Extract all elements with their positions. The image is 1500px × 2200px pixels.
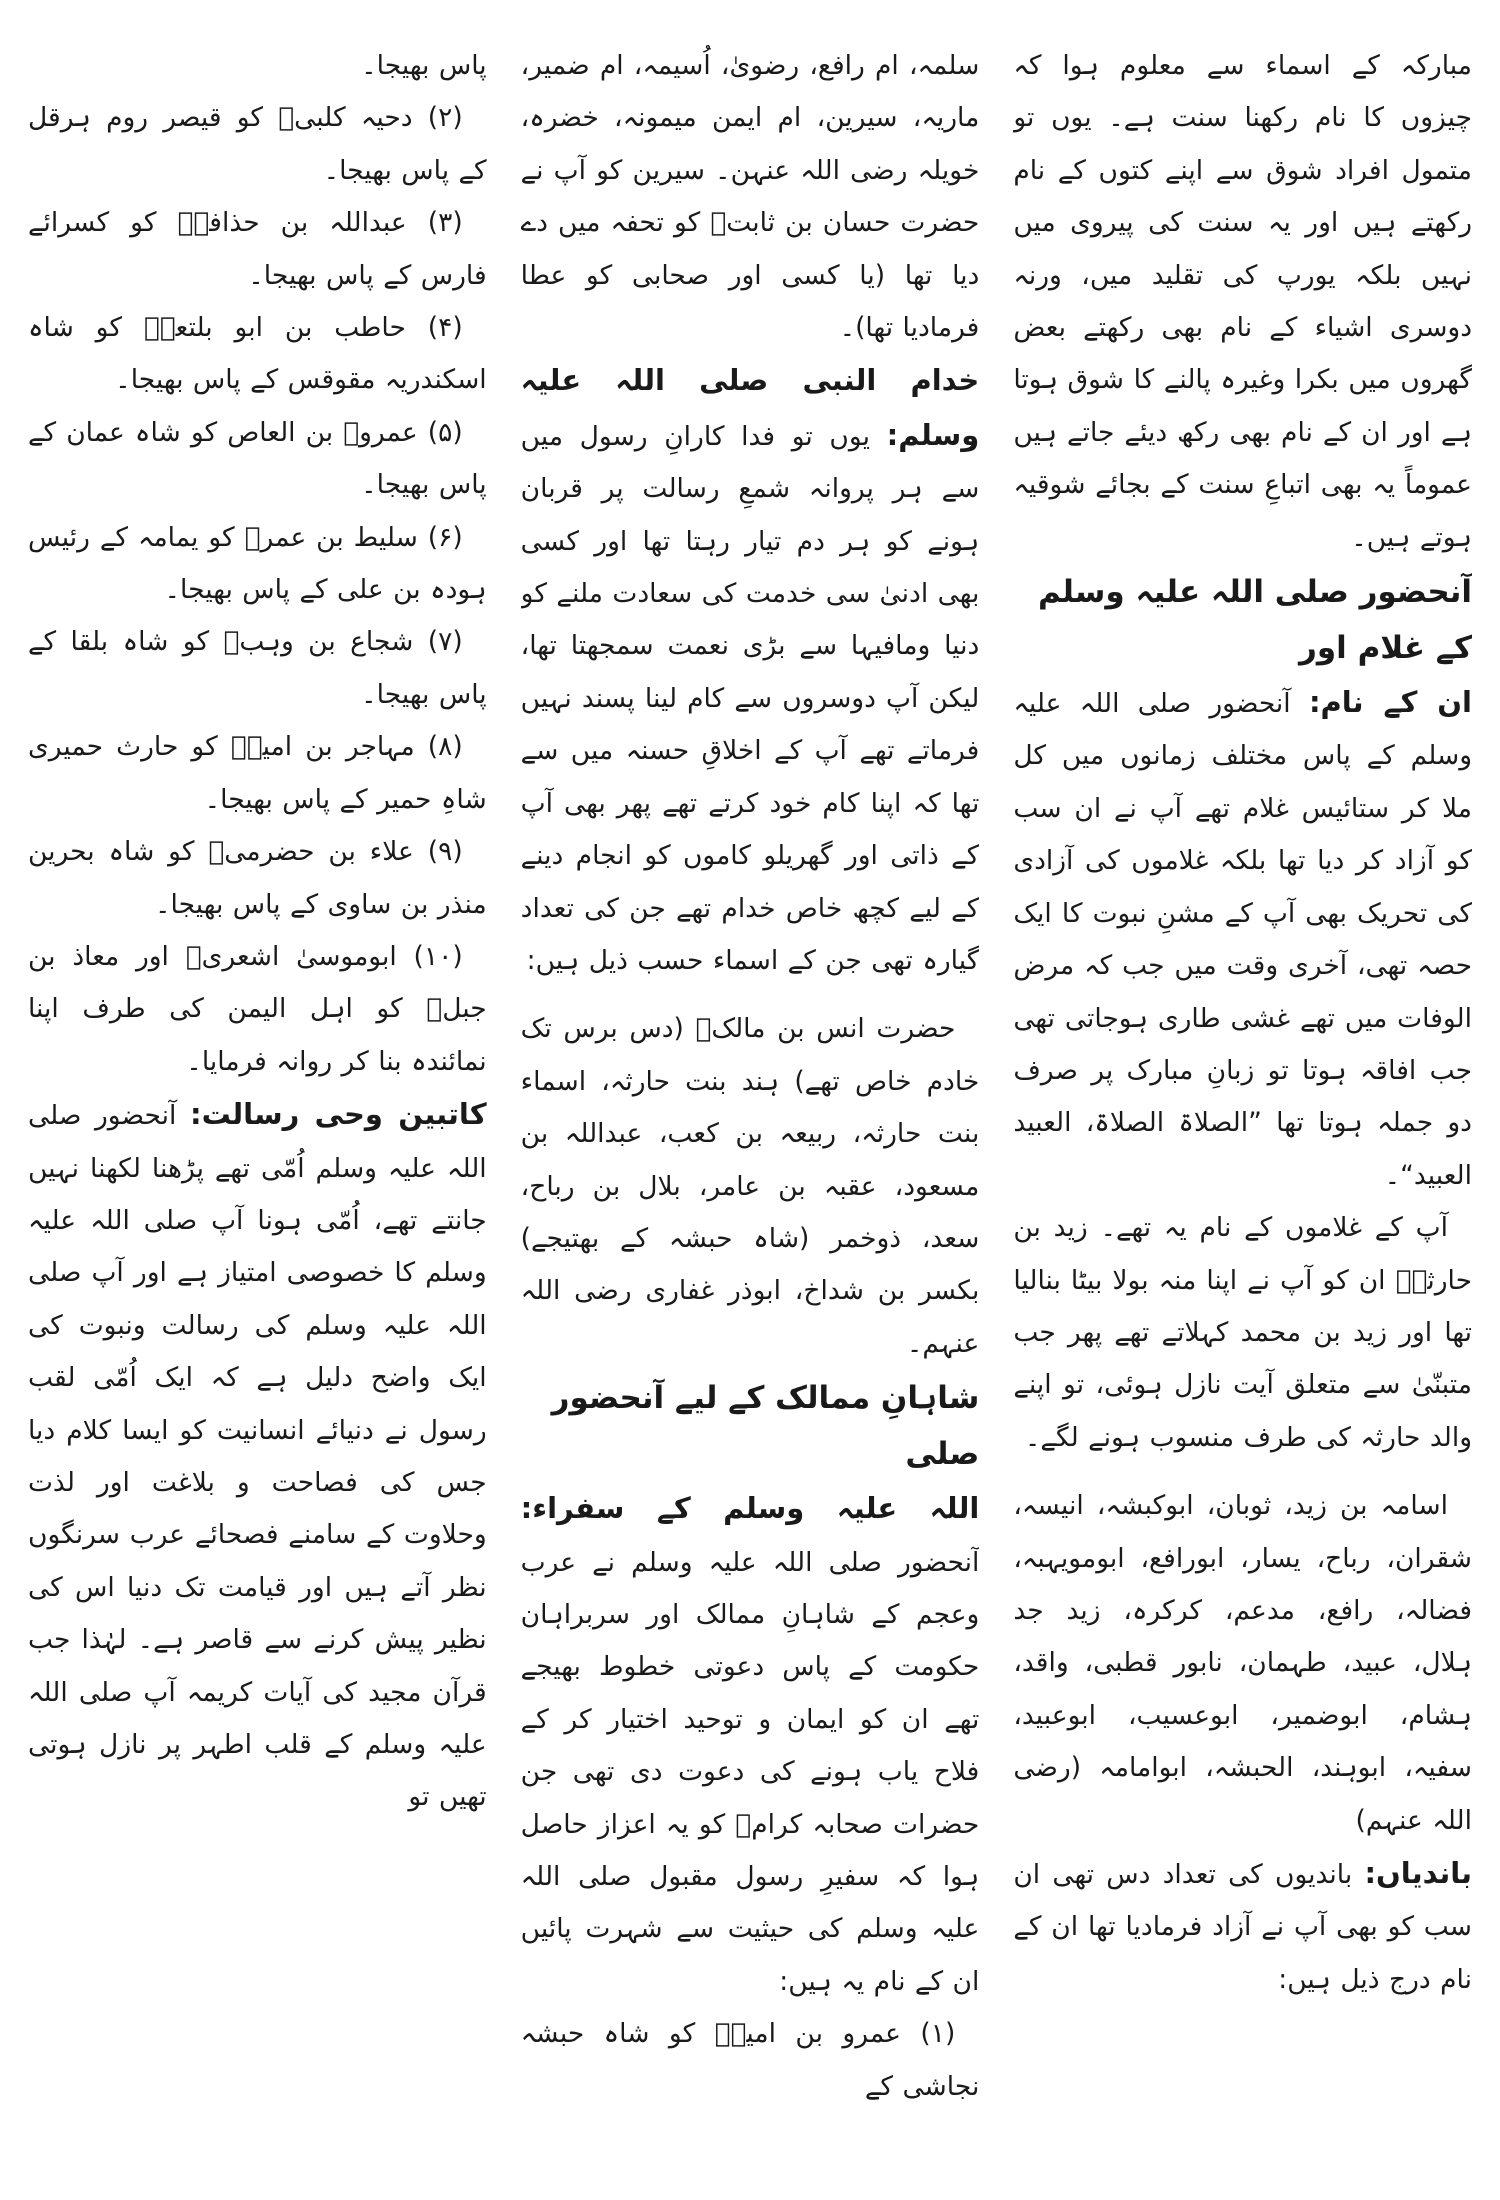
section-heading: شاہانِ ممالک کے لیے آنحضور صلی <box>551 1380 980 1473</box>
inline-heading: کاتبین وحی رسالت: <box>190 1097 487 1132</box>
paragraph: (۲) دحیہ کلبیؓ کو قیصر روم ہرقل کے پاس بھیجا۔ <box>27 102 487 186</box>
inline-heading: ان کے نام: <box>1308 685 1472 720</box>
paragraph-text: یوں تو فدا کارانِ رسول میں سے ہر پروانہ شمعِ رسالت پر قربان ہونے کو ہر دم تیار رہتا تھا اور کسی بھی ادنیٰ سی خدمت کی سعادت ملنے کو دنیا ومافیہا سے بڑی نعمت سمجھتا تھا، لیکن آپ دوسروں سے کام لینا پسند نہیں فرماتے تھے آپ کے اخلاقِ حسنہ میں سے تھا کہ اپنا کام خود کرتے تھے پھر بھی آپ کے ذاتی اور گھریلو کاموں کو انجام دینے کے لیے کچھ خاص خدام تھے جن کی تعداد گیارہ تھی جن کے اسماء حسب ذیل ہیں: <box>520 420 980 976</box>
paragraph-with-heading <box>521 1482 980 2008</box>
paragraph-text: آنحضور صلی اللہ علیہ وسلم نے عرب وعجم کے شاہانِ ممالک اور سربراہان حکومت کے پاس دعوتی خطوط بھیجے تھے ان کو ایمان و توحید اختیار کر کے فلاح یاب ہونے کی دعوت دی تھی جن حضرات صحابہ کرامؓ کو یہ اعزاز حاصل ہوا کہ سفیرِ رسول مقبول صلی اللہ علیہ وسلم کی حیثیت سے شہرت پائیں ان کے نام یہ ہیں: <box>520 1546 980 1997</box>
paragraph: (۱۰) ابوموسیٰ اشعریؓ اور معاذ بن جبلؓ کو اہل الیمن کی طرف اپنا نمائندہ بنا کر روانہ فرمایا۔ <box>27 940 487 1077</box>
paragraph: سلمہ، ام رافع، رضویٰ، اُسیمہ، ام ضمیر، ماریہ، سیرین، ام ایمن میمونہ، خضرہ، خویلہ رضی اللہ عنہن۔ سیرین کو آپ نے حضرت حسان بن ثابتؓ کو تحفہ میں دے دیا تھا (یا کسی اور صحابی کو عطا فرمادیا تھا)۔ <box>520 50 980 344</box>
text-column-left <box>28 40 487 2170</box>
paragraph-text: باندیوں کی تعداد دس تھی ان سب کو بھی آپ نے آزاد فرمادیا تھا ان کے نام درج ذیل ہیں: <box>1013 1859 1472 1995</box>
paragraph: (۳) عبداللہ بن حذافہؓ کو کسرائے فارس کے پاس بھیجا۔ <box>27 207 487 291</box>
paragraph-text: آنحضور صلی اللہ علیہ وسلم کے پاس مختلف زمانوں میں کل ملا کر ستائیس غلام تھے آپ نے ان سب کو آزاد کر دیا تھا بلکہ غلاموں کی آزادی کی تحریک بھی آپ کے مشنِ نبوت کا ایک حصہ تھی، آخری وقت میں جب کہ مرض الوفات میں تھے غشی طاری ہوجاتی تھی جب افاقہ ہوتا تو زبانِ مبارک پر صرف دو جملہ ہوتا تھا ”الصلاۃ الصلاۃ، العبید العبید“۔ <box>1013 688 1472 1191</box>
paragraph-with-heading <box>1013 676 1472 1202</box>
inline-heading: خدام النبی صلی اللہ علیہ وسلم: <box>520 363 980 452</box>
inline-heading: باندیاں: <box>1364 1856 1472 1890</box>
text-column-middle <box>521 40 980 2170</box>
paragraph: پاس بھیجا۔ <box>361 50 487 81</box>
text-column-right <box>1013 40 1472 2170</box>
paragraph-with-heading <box>28 1088 487 1824</box>
paragraph: مبارکہ کے اسماء سے معلوم ہوا کہ چیزوں کا نام رکھنا سنت ہے۔ یوں تو متمول افراد شوق سے اپنے کتوں کے نام رکھتے ہیں اور یہ سنت کی پیروی میں نہیں بلکہ یورپ کی تقلید میں، ورنہ دوسری اشیاء کے نام بھی رکھتے بعض گھروں میں بکرا وغیرہ پالنے کا شوق ہوتا ہے اور ان کے نام بھی رکھ دیئے جاتے ہیں عموماً یہ بھی اتباعِ سنت کے بجائے شوقیہ ہوتے ہیں۔ <box>1013 50 1472 553</box>
paragraph: (۶) سلیط بن عمرؓ کو یمامہ کے رئیس ہودہ بن علی کے پاس بھیجا۔ <box>27 521 487 606</box>
paragraph-with-heading <box>521 354 980 987</box>
paragraph: (۱) عمرو بن امیہؓ کو شاہ حبشہ نجاشی کے <box>520 2018 980 2102</box>
paragraph: حضرت انس بن مالکؓ (دس برس تک خادم خاص تھے) ہند بنت حارثہ، اسماء بنت حارثہ، ربیعہ بن کعب، عبداللہ بن مسعود، عقبہ بن عامر، بلال بن رباح، سعد، ذوخمر (شاہ حبشہ کے بھتیجے) بکسر بن شداخ، ابوذر غفاری رضی اللہ عنہم۔ <box>520 1013 980 1359</box>
paragraph: (۹) علاء بن حضرمیؓ کو شاہ بحرین منذر بن ساوی کے پاس بھیجا۔ <box>27 836 487 920</box>
paragraph: آپ کے غلاموں کے نام یہ تھے۔ زید بن حارثہؓ ان کو آپ نے اپنا منہ بولا بیٹا بنالیا تھا اور زید بن محمد کہلاتے تھے پھر جب متبنّیٰ سے متعلق آیت نازل ہوئی، تو اپنے والد حارثہ کی طرف منسوب ہونے لگے۔ <box>1013 1212 1472 1453</box>
paragraph-text: آنحضور صلی اللہ علیہ وسلم اُمّی تھے پڑھنا لکھنا نہیں جانتے تھے، اُمّی ہونا آپ صلی اللہ علیہ وسلم کا خصوصی امتیاز ہے اور آپ صلی اللہ علیہ وسلم کی رسالت ونبوت کی ایک واضح دلیل ہے کہ ایک اُمّی لقب رسول نے دنیائے انسانیت کو ایسا کلام دیا جس کی فصاحت و بلاغت اور لذت وحلاوت کے سامنے فصحائے عرب سرنگوں نظر آتے ہیں اور قیامت تک دنیا اس کی نظیر پیش کرنے سے قاصر ہے۔ لہٰذا جب قرآن مجید کی آیات کریمہ آپ صلی اللہ علیہ وسلم کے قلب اطہر پر نازل ہوتی تھیں تو <box>27 1100 487 1813</box>
paragraph-with-heading <box>1013 1847 1472 2006</box>
paragraph: (۴) حاطب بن ابو بلتعہؓ کو شاہ اسکندریہ مقوقس کے پاس بھیجا۔ <box>27 312 487 396</box>
section-heading: آنحضور صلی اللہ علیہ وسلم کے غلام اور <box>1037 574 1472 667</box>
paragraph: (۵) عمروؓ بن العاص کو شاہ عمان کے پاس بھیجا۔ <box>27 416 487 501</box>
paragraph: (۷) شجاع بن وہبؓ کو شاہ بلقا کے پاس بھیجا۔ <box>27 626 487 710</box>
paragraph: (۸) مہاجر بن امیہؓ کو حارث حمیری شاہِ حمیر کے پاس بھیجا۔ <box>27 731 487 815</box>
paragraph: اسامہ بن زید، ثوبان، ابوکبشہ، انیسہ، شقران، رباح، یسار، ابورافع، ابومویہبہ، فضالہ، رافع، مدعم، کرکرہ، زید جد ہلال، عبید، طہمان، نابور قطبی، واقد، ہشام، ابوضمیر، ابوعسیب، ابوعبید، سفیہ، ابوہند، الحبشہ، ابوامامہ (رضی اللہ عنہم) <box>1013 1490 1472 1836</box>
inline-heading: اللہ علیہ وسلم کے سفراء: <box>520 1491 980 1526</box>
